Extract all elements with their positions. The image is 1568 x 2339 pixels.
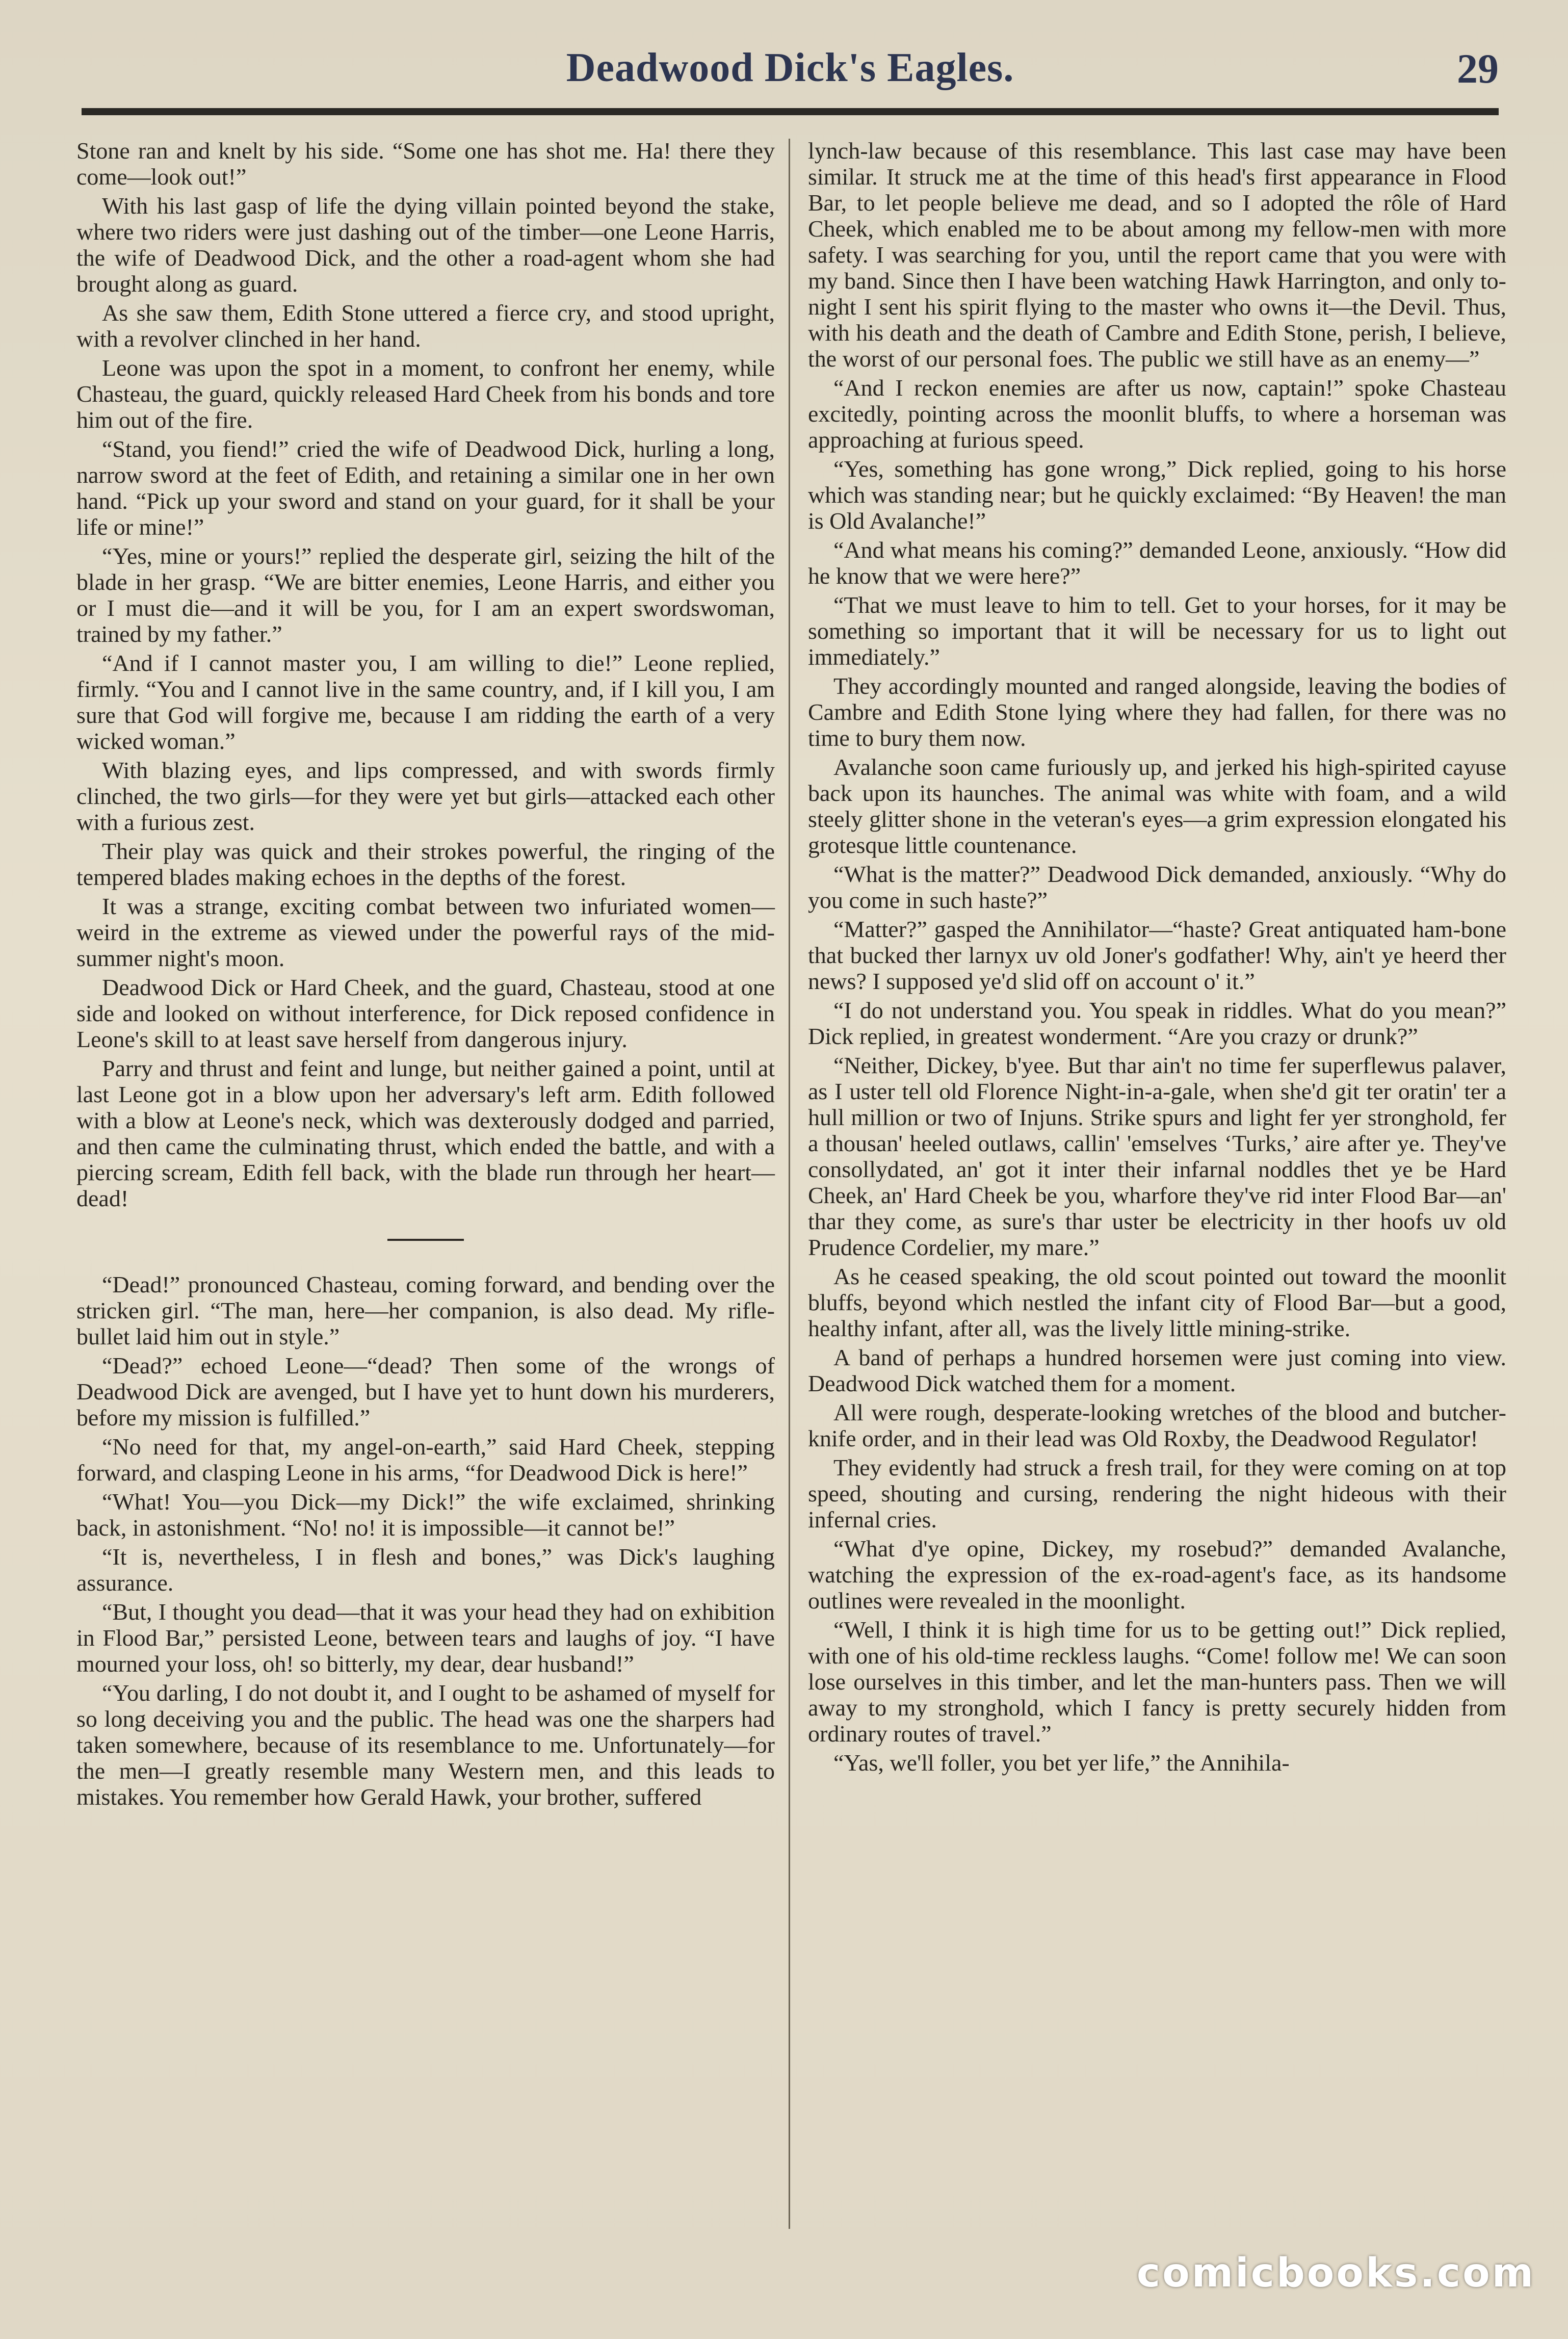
paragraph: “Yes, something has gone wrong,” Dick replied, going to his horse which was standing near; but he quickly exclaimed: “By Heaven! the man is Old Avalanche!” <box>808 456 1506 534</box>
running-header <box>76 45 1504 101</box>
paragraph: “Dead?” echoed Leone—“dead? Then some of the wrongs of Deadwood Dick are avenged, but I have yet to hunt down his murderers, before my mission is fulfilled.” <box>76 1353 775 1431</box>
paragraph: With his last gasp of life the dying villain pointed beyond the stake, where two riders were just dashing out of the timber—one Leone Harris, the wife of Deadwood Dick, and the other a road-agent whom she had brought along as guard. <box>76 193 775 297</box>
paragraph: Leone was upon the spot in a moment, to confront her enemy, while Chasteau, the guard, quickly released Hard Cheek from his bonds and tore him out of the fire. <box>76 355 775 433</box>
paragraph: As he ceased speaking, the old scout pointed out toward the moonlit bluffs, beyond which nestled the infant city of Flood Bar—but a good, healthy infant, after all, was the lively little mining-strike. <box>808 1263 1506 1341</box>
paragraph: Avalanche soon came furiously up, and jerked his high-spirited cayuse back upon its haunches. The animal was white with foam, and a wild steely glitter shone in the veteran's eyes—a grim expression elongated his grotesque little countenance. <box>808 754 1506 858</box>
paragraph: “No need for that, my angel-on-earth,” said Hard Cheek, stepping forward, and clasping Leone in his arms, “for Deadwood Dick is here!” <box>76 1434 775 1486</box>
paragraph: “Yas, we'll foller, you bet yer life,” the Annihila- <box>833 1750 1290 1776</box>
paragraph: With blazing eyes, and lips compressed, and with swords firmly clinched, the two girls—for they were yet but girls—attacked each other with a furious zest. <box>76 757 775 835</box>
paragraph: “What d'ye opine, Dickey, my rosebud?” demanded Avalanche, watching the expression of the ex-road-agent's face, as its handsome outlines were revealed in the moonlight. <box>808 1536 1506 1614</box>
right-column <box>808 138 1506 1779</box>
paragraph: “What is the matter?” Deadwood Dick demanded, anxiously. “Why do you come in such haste?” <box>808 861 1506 913</box>
paragraph: “It is, nevertheless, I in flesh and bones,” was Dick's laughing assurance. <box>76 1544 775 1596</box>
paragraph: “Neither, Dickey, b'yee. But thar ain't no time fer superflewus palaver, as I uster tell old Florence Night-in-a-gale, when she'd git ter oratin' ter a hull million or two of Injuns. Strike spurs and light fer yer stronghold, fer a thousan' heeled outlaws, callin' 'emselves ‘Turks,’ aire after ye. They've consollydated, an' got it inter their infarnal noddles thet ye be Hard Cheek, an' Hard Cheek be you, wharfore they've rid inter Flood Bar—an' thar they come, as sure's thar uster be electricity in ther hoofs uv old Prudence Cordelier, my mare.” <box>808 1052 1506 1260</box>
paragraph: “And what means his coming?” demanded Leone, anxiously. “How did he know that we were here?” <box>808 537 1506 589</box>
paragraph: “But, I thought you dead—that it was your head they had on exhibition in Flood Bar,” persisted Leone, between tears and laughs of joy. “I have mourned your loss, oh! so bitterly, my dear, dear husband!” <box>76 1599 775 1677</box>
paragraph: Parry and thrust and feint and lunge, but neither gained a point, until at last Leone got in a blow upon her adversary's left arm. Edith followed with a blow at Leone's neck, which was dexterously dodged and parried, and then came the culminating thrust, which ended the battle, and with a piercing scream, Edith fell back, with the blade run through her heart—dead! <box>76 1055 775 1211</box>
paragraph: As she saw them, Edith Stone uttered a fierce cry, and stood upright, with a revolver clinched in her hand. <box>76 300 775 352</box>
paragraph: Their play was quick and their strokes powerful, the ringing of the tempered blades making echoes in the depths of the forest. <box>76 838 775 890</box>
paragraph: “And if I cannot master you, I am willing to die!” Leone replied, firmly. “You and I cannot live in the same country, and, if I kill you, I am sure that God will forgive me, because I am ridding the earth of a very wicked woman.” <box>76 650 775 754</box>
paragraph: It was a strange, exciting combat between two infuriated women—weird in the extreme as viewed under the powerful rays of the mid-summer night's moon. <box>76 893 775 971</box>
paragraph: “Dead!” pronounced Chasteau, coming forward, and bending over the stricken girl. “The man, here—her companion, is also dead. My rifle-bullet laid him out in style.” <box>76 1271 775 1349</box>
paragraph: “I do not understand you. You speak in riddles. What do you mean?” Dick replied, in greatest wonderment. “Are you crazy or drunk?” <box>808 997 1506 1049</box>
paragraph: A band of perhaps a hundred horsemen were just coming into view. Deadwood Dick watched them for a moment. <box>808 1344 1506 1396</box>
column-divider <box>789 139 790 2229</box>
header-rule <box>82 108 1499 115</box>
paragraph: “You darling, I do not doubt it, and I ought to be ashamed of myself for so long deceiving you and the public. The head was one the sharpers had taken somewhere, because of its resemblance to me. Unfortunately—for the men—I greatly resemble many Western men, and this leads to mistakes. You remember how Gerald Hawk, your brother, suffered <box>76 1680 775 1810</box>
paragraph: lynch-law because of this resemblance. This last case may have been similar. It struck me at the time of this head's first appearance in Flood Bar, to let people believe me dead, and so I adopted the rôle of Hard Cheek, which enabled me to be about among my fellow-men with more safety. I was searching for you, until the report came that you were with my band. Since then I have been watching Hawk Harrington, and only to-night I sent his spirit flying to the master who owns it—the Devil. Thus, with his death and the death of Cambre and Edith Stone, perish, I believe, the worst of our personal foes. The public we still have as an enemy—” <box>808 138 1506 372</box>
paragraph: “What! You—you Dick—my Dick!” the wife exclaimed, shrinking back, in astonishment. “No! no! it is impossible—it cannot be!” <box>76 1489 775 1541</box>
paragraph: They accordingly mounted and ranged alongside, leaving the bodies of Cambre and Edith Stone lying where they had fallen, for there was no time to bury them now. <box>808 673 1506 751</box>
page-header-title: Deadwood Dick's Eagles. <box>566 45 1014 90</box>
section-break-rule <box>387 1239 464 1241</box>
paragraph: They evidently had struck a fresh trail, for they were coming on at top speed, shouting and cursing, rendering the night hideous with their infernal cries. <box>808 1454 1506 1532</box>
paragraph: “That we must leave to him to tell. Get to your horses, for it may be something so important that it will be necessary for us to light out immediately.” <box>808 592 1506 670</box>
page-number: 29 <box>1457 45 1499 92</box>
paragraph: “Well, I think it is high time for us to be getting out!” Dick replied, with one of his old-time reckless laughs. “Come! follow me! We can soon lose ourselves in this timber, and let the man-hunters pass. Then we will away to my stronghold, which I fancy is pretty securely hidden from ordinary routes of travel.” <box>808 1617 1506 1747</box>
paragraph: “Yes, mine or yours!” replied the desperate girl, seizing the hilt of the blade in her grasp. “We are bitter enemies, Leone Harris, and either you or I must die—and it will be you, for I am an expert swordswoman, trained by my father.” <box>76 543 775 647</box>
paragraph: “Stand, you fiend!” cried the wife of Deadwood Dick, hurling a long, narrow sword at the feet of Edith, and retaining a similar one in her own hand. “Pick up your sword and stand on your guard, for it shall be your life or mine!” <box>76 436 775 540</box>
paragraph: “And I reckon enemies are after us now, captain!” spoke Chasteau excitedly, pointing across the moonlit bluffs, to where a horseman was approaching at furious speed. <box>808 375 1506 453</box>
paragraph: All were rough, desperate-looking wretches of the blood and butcher-knife order, and in their lead was Old Roxby, the Deadwood Regulator! <box>808 1399 1506 1451</box>
paragraph: Stone ran and knelt by his side. “Some one has shot me. Ha! there they come—look out!” <box>76 138 775 190</box>
paragraph: Deadwood Dick or Hard Cheek, and the guard, Chasteau, stood at one side and looked on without interference, for Dick reposed confidence in Leone's skill to at least save herself from dangerous injury. <box>76 974 775 1052</box>
paragraph: “Matter?” gasped the Annihilator—“haste? Great antiquated ham-bone that bucked ther larnyx uv old Joner's godfather! Why, ain't ye heerd ther news? I supposed ye'd slid off on account o' it.” <box>808 916 1506 994</box>
left-column <box>76 138 775 1813</box>
watermark: comicbooks.com <box>1136 2250 1535 2296</box>
